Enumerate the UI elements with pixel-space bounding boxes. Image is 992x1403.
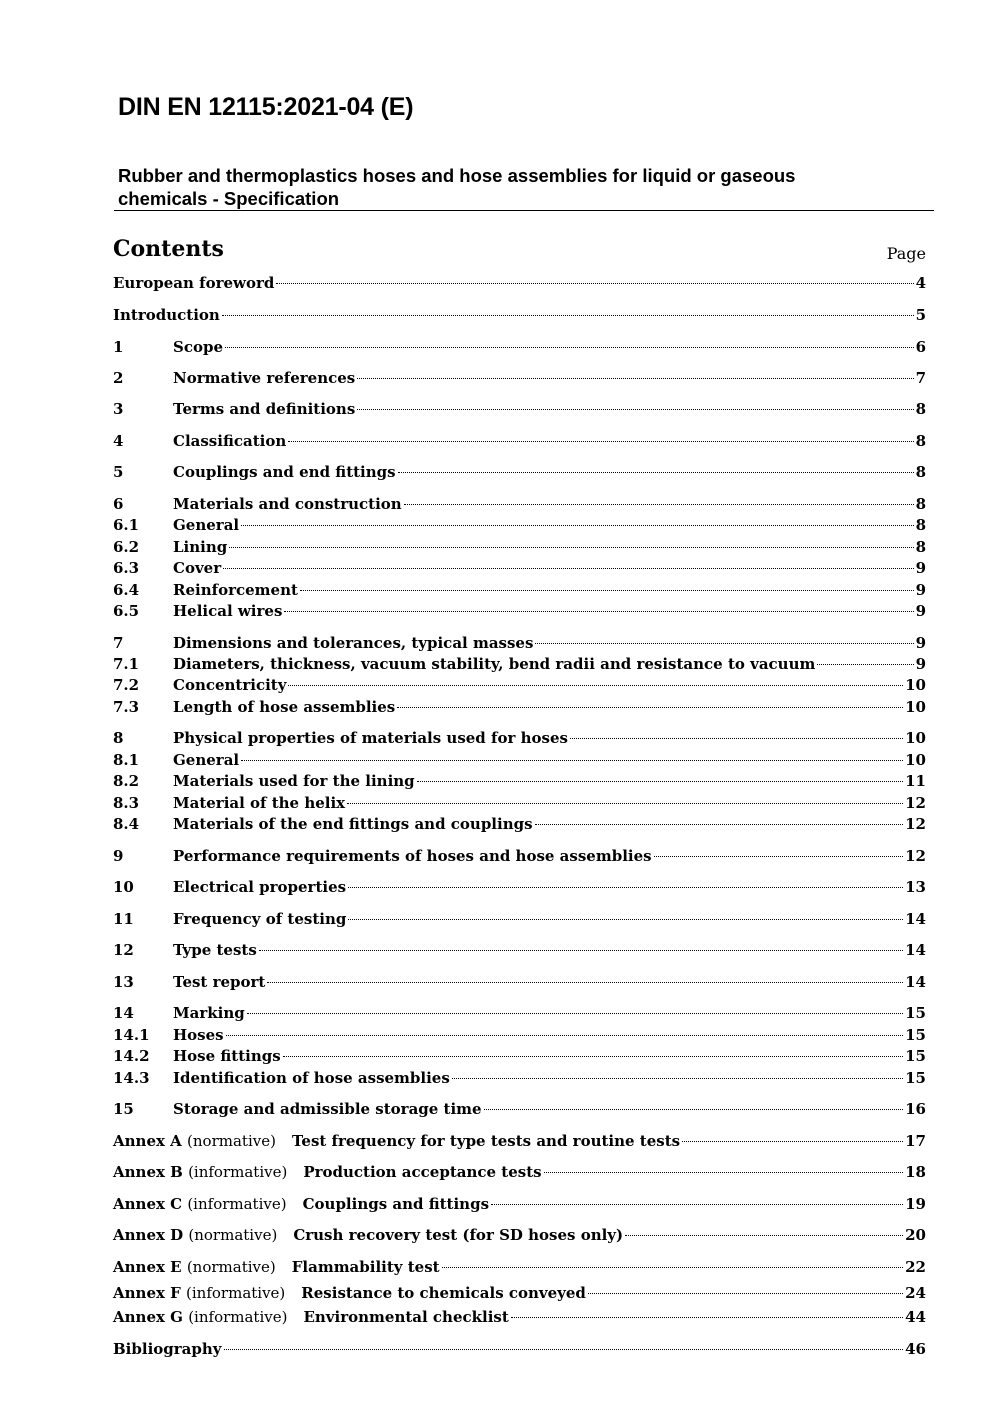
toc-annex-title: Production acceptance tests: [303, 1163, 542, 1181]
toc-entry[interactable]: [113, 580, 926, 601]
toc-entry[interactable]: [113, 1025, 926, 1046]
toc-entry[interactable]: [113, 728, 926, 749]
toc-entry-number: 8.4: [113, 815, 140, 833]
toc-dot-leader: [452, 1078, 903, 1079]
toc-annex-entry[interactable]: [113, 1283, 926, 1304]
toc-entry-number: 6.2: [113, 538, 140, 556]
toc-entry[interactable]: [113, 877, 926, 898]
title-divider: [114, 210, 934, 211]
toc-annex-page: 22: [905, 1258, 926, 1276]
toc-dot-leader: [241, 525, 913, 526]
toc-entry[interactable]: [113, 814, 926, 835]
toc-entry-number: 1: [113, 338, 124, 356]
toc-entry-title: Introduction: [113, 306, 220, 324]
toc-entry[interactable]: [113, 305, 926, 326]
document-title-line-2: chemicals - Specification: [118, 188, 340, 209]
toc-dot-leader: [347, 803, 903, 804]
toc-entry-title: Classification: [173, 432, 287, 450]
toc-entry-title: Marking: [173, 1004, 245, 1022]
toc-annex-label: Annex C (informative): [113, 1195, 287, 1213]
toc-entry-title: Identification of hose assemblies: [173, 1069, 450, 1087]
toc-entry-page: 6: [915, 338, 926, 356]
toc-entry-page: 8: [915, 495, 926, 513]
toc-annex-entry[interactable]: [113, 1162, 926, 1183]
toc-entry[interactable]: [113, 750, 926, 771]
toc-dot-leader: [267, 982, 903, 983]
toc-entry-number: 8.1: [113, 751, 140, 769]
toc-annex-label: Annex B (informative): [113, 1163, 288, 1181]
toc-entry-title: Type tests: [173, 941, 257, 959]
toc-annex-label: Annex D (normative): [113, 1226, 278, 1244]
toc-dot-leader: [226, 1035, 904, 1036]
toc-entry[interactable]: [113, 515, 926, 536]
toc-entry-page: 15: [905, 1026, 926, 1044]
toc-entry-number: 10: [113, 878, 134, 896]
toc-entry-page: 15: [905, 1004, 926, 1022]
toc-annex-entry[interactable]: [113, 1194, 926, 1215]
toc-entry-title: Materials of the end fittings and couplings: [173, 815, 533, 833]
toc-entry-title: Diameters, thickness, vacuum stability, bend radii and resistance to vacuum: [173, 655, 816, 673]
toc-entry[interactable]: [113, 1003, 926, 1024]
toc-entry-page: 10: [905, 676, 926, 694]
toc-dot-leader: [284, 611, 913, 612]
toc-entry-title: General: [173, 516, 240, 534]
toc-annex-entry[interactable]: [113, 1225, 926, 1246]
toc-annex-page: 17: [905, 1132, 926, 1150]
toc-dot-leader: [357, 409, 913, 410]
toc-entry[interactable]: [113, 940, 926, 961]
toc-entry-title: Couplings and end fittings: [173, 463, 396, 481]
toc-entry-number: 6.4: [113, 581, 140, 599]
toc-entry-number: 6: [113, 495, 124, 513]
toc-entry[interactable]: [113, 1068, 926, 1089]
toc-entry-title: Test report: [173, 973, 266, 991]
toc-entry-title: General: [173, 751, 240, 769]
toc-dot-leader: [544, 1172, 904, 1173]
toc-entry[interactable]: [113, 462, 926, 483]
toc-dot-leader: [241, 760, 903, 761]
toc-entry-number: 6.5: [113, 602, 140, 620]
toc-entry-number: 14.2: [113, 1047, 150, 1065]
document-title: [118, 164, 933, 210]
toc-entry-page: 7: [915, 369, 926, 387]
toc-entry[interactable]: [113, 431, 926, 452]
toc-dot-leader: [397, 707, 903, 708]
toc-entry-number: 4: [113, 432, 124, 450]
toc-entry[interactable]: [113, 793, 926, 814]
toc-entry-number: 5: [113, 463, 124, 481]
toc-annex-title: Test frequency for type tests and routine tests: [291, 1132, 681, 1150]
toc-entry[interactable]: [113, 654, 926, 675]
toc-dot-leader: [283, 1056, 903, 1057]
toc-entry-page: 11: [905, 772, 926, 790]
toc-dot-leader: [625, 1235, 903, 1236]
toc-annex-label: Annex A (normative): [113, 1132, 276, 1150]
toc-entry[interactable]: [113, 771, 926, 792]
toc-entry[interactable]: [113, 537, 926, 558]
contents-heading: Contents: [113, 236, 224, 262]
toc-entry-number: 3: [113, 400, 124, 418]
toc-entry-number: 6.3: [113, 559, 140, 577]
toc-dot-leader: [817, 664, 913, 665]
toc-bibliography-entry[interactable]: [113, 1339, 926, 1360]
toc-entry-title: Storage and admissible storage time: [173, 1100, 482, 1118]
toc-entry-number: 8.2: [113, 772, 140, 790]
toc-dot-leader: [259, 950, 903, 951]
toc-entry-number: 2: [113, 369, 124, 387]
toc-entry-page: 15: [905, 1047, 926, 1065]
toc-annex-page: 44: [905, 1308, 926, 1326]
toc-entry-page: 10: [905, 698, 926, 716]
toc-entry-number: 12: [113, 941, 134, 959]
toc-entry-page: 9: [915, 559, 926, 577]
toc-entry-page: 8: [915, 400, 926, 418]
toc-annex-page: 20: [905, 1226, 926, 1244]
toc-entry-number: 11: [113, 910, 134, 928]
toc-entry-page: 10: [905, 751, 926, 769]
toc-dot-leader: [225, 347, 914, 348]
toc-annex-title: Crush recovery test (for SD hoses only): [293, 1226, 624, 1244]
toc-dot-leader: [682, 1141, 903, 1142]
toc-entry[interactable]: [113, 494, 926, 515]
toc-entry-title: Concentricity: [173, 676, 287, 694]
toc-entry-page: 4: [915, 274, 926, 292]
toc-entry-title: Hose fittings: [173, 1047, 281, 1065]
toc-entry-title: Materials used for the lining: [173, 772, 415, 790]
toc-entry[interactable]: [113, 368, 926, 389]
toc-dot-leader: [484, 1109, 904, 1110]
document-id: DIN EN 12115:2021-04 (E): [118, 93, 414, 121]
toc-entry-number: 14.3: [113, 1069, 150, 1087]
toc-entry-title: Frequency of testing: [173, 910, 347, 928]
document-title-line-1: Rubber and thermoplastics hoses and hose assemblies for liquid or gaseous: [118, 165, 796, 186]
toc-entry-title: Dimensions and tolerances, typical masses: [173, 634, 534, 652]
toc-entry-page: 9: [915, 634, 926, 652]
toc-entry-number: 7.3: [113, 698, 140, 716]
toc-dot-leader: [535, 643, 913, 644]
toc-entry-page: 13: [905, 878, 926, 896]
toc-entry-page: 5: [915, 306, 926, 324]
toc-dot-leader: [417, 781, 903, 782]
toc-entry-title: Length of hose assemblies: [173, 698, 396, 716]
toc-entry-number: 6.1: [113, 516, 140, 534]
toc-entry-title: European foreword: [113, 274, 275, 292]
toc-dot-leader: [247, 1013, 903, 1014]
toc-dot-leader: [348, 919, 903, 920]
toc-annex-title: Environmental checklist: [303, 1308, 509, 1326]
toc-annex-page: 24: [905, 1284, 926, 1302]
toc-entry-page: 9: [915, 602, 926, 620]
toc-entry-number: 15: [113, 1100, 134, 1118]
toc-entry-title: Hoses: [173, 1026, 224, 1044]
toc-entry-number: 8.3: [113, 794, 140, 812]
toc-dot-leader: [224, 1349, 904, 1350]
toc-entry-number: 7.2: [113, 676, 140, 694]
toc-entry-page: 8: [915, 516, 926, 534]
toc-dot-leader: [229, 547, 913, 548]
toc-dot-leader: [404, 504, 914, 505]
toc-entry-title: Normative references: [173, 369, 356, 387]
toc-entry-page: 9: [915, 655, 926, 673]
toc-dot-leader: [588, 1293, 903, 1294]
toc-entry[interactable]: [113, 273, 926, 294]
toc-annex-title: Couplings and fittings: [302, 1195, 490, 1213]
toc-entry[interactable]: [113, 972, 926, 993]
toc-entry-page: 8: [915, 463, 926, 481]
toc-entry[interactable]: [113, 909, 926, 930]
toc-entry-title: Terms and definitions: [173, 400, 356, 418]
toc-entry-page: 8: [915, 432, 926, 450]
toc-entry[interactable]: [113, 846, 926, 867]
toc-dot-leader: [288, 441, 913, 442]
toc-entry-page: 12: [905, 847, 926, 865]
toc-entry-title: Reinforcement: [173, 581, 298, 599]
toc-entry[interactable]: [113, 1046, 926, 1067]
toc-dot-leader: [570, 738, 903, 739]
toc-entry-number: 9: [113, 847, 124, 865]
toc-entry[interactable]: [113, 697, 926, 718]
toc-entry-number: 8: [113, 729, 124, 747]
toc-annex-label: Annex F (informative): [113, 1284, 286, 1302]
toc-entry-number: 7: [113, 634, 124, 652]
page-column-label: Page: [886, 244, 926, 263]
toc-dot-leader: [223, 568, 913, 569]
toc-annex-entry[interactable]: [113, 1131, 926, 1152]
toc-entry-page: 14: [905, 910, 926, 928]
toc-entry[interactable]: [113, 633, 926, 654]
toc-dot-leader: [348, 887, 903, 888]
toc-entry-page: 10: [905, 729, 926, 747]
toc-dot-leader: [654, 856, 904, 857]
toc-entry-number: 7.1: [113, 655, 140, 673]
toc-entry-title: Cover: [173, 559, 222, 577]
toc-annex-title: Flammability test: [291, 1258, 440, 1276]
toc-entry-title: Materials and construction: [173, 495, 402, 513]
toc-entry-page: 12: [905, 815, 926, 833]
toc-entry-title: Helical wires: [173, 602, 283, 620]
toc-entry-page: 14: [905, 973, 926, 991]
toc-dot-leader: [222, 315, 914, 316]
toc-dot-leader: [398, 472, 914, 473]
toc-dot-leader: [535, 824, 904, 825]
toc-annex-title: Resistance to chemicals conveyed: [301, 1284, 586, 1302]
toc-entry-title: Performance requirements of hoses and hose assemblies: [173, 847, 652, 865]
toc-dot-leader: [276, 283, 913, 284]
toc-bibliography-page: 46: [905, 1340, 926, 1358]
toc-entry[interactable]: [113, 675, 926, 696]
toc-entry-page: 9: [915, 581, 926, 599]
toc-entry-page: 12: [905, 794, 926, 812]
toc-dot-leader: [442, 1267, 904, 1268]
toc-entry-number: 13: [113, 973, 134, 991]
toc-annex-page: 18: [905, 1163, 926, 1181]
toc-entry-page: 8: [915, 538, 926, 556]
toc-annex-label: Annex E (normative): [113, 1258, 276, 1276]
toc-entry-number: 14: [113, 1004, 134, 1022]
toc-annex-page: 19: [905, 1195, 926, 1213]
toc-entry-page: 14: [905, 941, 926, 959]
toc-entry[interactable]: [113, 601, 926, 622]
toc-entry-page: 15: [905, 1069, 926, 1087]
toc-dot-leader: [288, 685, 903, 686]
toc-annex-entry[interactable]: [113, 1307, 926, 1328]
toc-dot-leader: [300, 590, 914, 591]
toc-dot-leader: [491, 1204, 903, 1205]
toc-entry[interactable]: [113, 558, 926, 579]
toc-dot-leader: [357, 378, 913, 379]
toc-entry-number: 14.1: [113, 1026, 150, 1044]
toc-entry[interactable]: [113, 1099, 926, 1120]
toc-dot-leader: [511, 1317, 903, 1318]
toc-bibliography-title: Bibliography: [113, 1340, 222, 1358]
toc-annex-label: Annex G (informative): [113, 1308, 288, 1326]
toc-entry[interactable]: [113, 337, 926, 358]
toc-entry-title: Scope: [173, 338, 224, 356]
toc-annex-entry[interactable]: [113, 1257, 926, 1278]
toc-entry[interactable]: [113, 399, 926, 420]
toc-entry-title: Material of the helix: [173, 794, 346, 812]
toc-entry-title: Physical properties of materials used for hoses: [173, 729, 568, 747]
toc-entry-page: 16: [905, 1100, 926, 1118]
toc-entry-title: Lining: [173, 538, 228, 556]
toc-entry-title: Electrical properties: [173, 878, 347, 896]
